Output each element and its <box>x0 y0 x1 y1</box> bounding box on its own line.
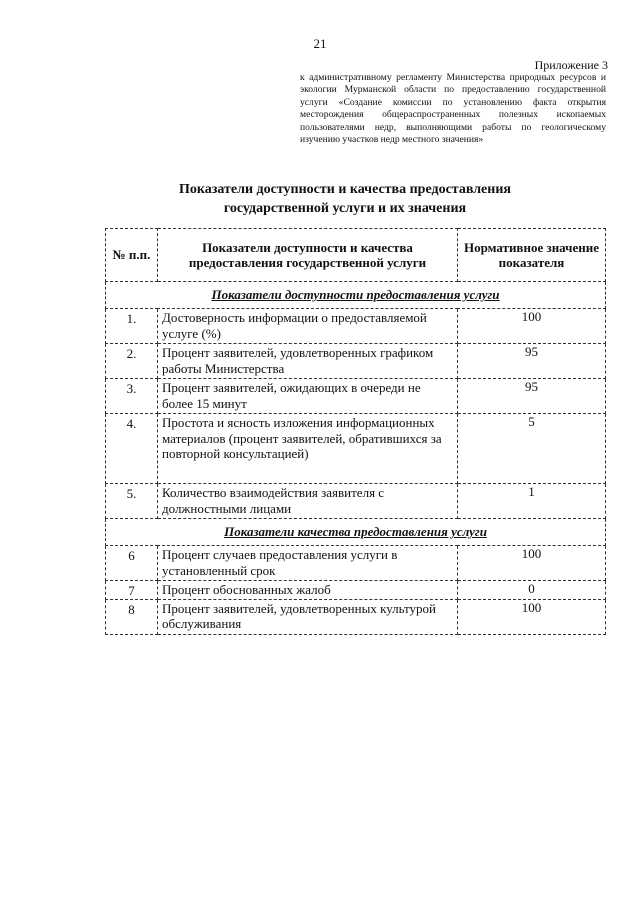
row-num: 2. <box>106 344 158 379</box>
header-value: Нормативное значение показателя <box>458 229 606 282</box>
row-value: 0 <box>458 581 606 600</box>
row-name: Количество взаимодействия заявителя с должностными лицами <box>158 484 458 519</box>
section-title: Показатели качества предоставления услуги <box>106 519 606 546</box>
table-row <box>106 379 606 414</box>
appendix-note: к административному регламенту Министерства природных ресурсов и экологии Мурманской области по предоставлению государственной услуги «Создание комиссии по установлению факта открытия месторождения общераспространенных полезных ископаемых пользователями недр, выполняющими работы по геологическому изучению участков недр местного значения» <box>300 72 606 146</box>
row-name: Процент заявителей, ожидающих в очереди не более 15 минут <box>158 379 458 414</box>
row-value: 95 <box>458 344 606 379</box>
table-row <box>106 599 606 634</box>
table-row <box>106 344 606 379</box>
page-number: 21 <box>313 36 327 51</box>
row-name: Процент случаев предоставления услуги в установленный срок <box>158 546 458 581</box>
row-value: 1 <box>458 484 606 519</box>
table-row <box>106 414 606 484</box>
row-value: 95 <box>458 379 606 414</box>
table-row <box>106 309 606 344</box>
section-row <box>106 519 606 546</box>
table-header-row <box>106 229 606 282</box>
row-name: Процент обоснованных жалоб <box>158 581 458 600</box>
row-name: Достоверность информации о предоставляемой услуге (%) <box>158 309 458 344</box>
row-num: 5. <box>106 484 158 519</box>
document-title <box>110 180 580 218</box>
row-value: 5 <box>458 414 606 484</box>
row-name: Процент заявителей, удовлетворенных культурой обслуживания <box>158 599 458 634</box>
row-num: 6 <box>106 546 158 581</box>
header-num: № п.п. <box>106 229 158 282</box>
row-num: 8 <box>106 599 158 634</box>
table-row <box>106 546 606 581</box>
header-name: Показатели доступности и качества предоставления государственной услуги <box>158 229 458 282</box>
row-name: Процент заявителей, удовлетворенных графиком работы Министерства <box>158 344 458 379</box>
row-name: Простота и ясность изложения информационных материалов (процент заявителей, обратившихся за повторной консультацией) <box>158 414 458 484</box>
table-row <box>106 484 606 519</box>
title-line-1: Показатели доступности и качества предоставления <box>179 182 511 197</box>
row-num: 7 <box>106 581 158 600</box>
row-value: 100 <box>458 309 606 344</box>
title-line-2: государственной услуги и их значения <box>223 201 467 216</box>
table-row <box>106 581 606 600</box>
row-value: 100 <box>458 546 606 581</box>
row-num: 3. <box>106 379 158 414</box>
row-value: 100 <box>458 599 606 634</box>
row-num: 4. <box>106 414 158 484</box>
indicators-table <box>105 228 606 635</box>
appendix-label: Приложение 3 <box>534 58 608 72</box>
row-num: 1. <box>106 309 158 344</box>
section-row <box>106 282 606 309</box>
section-title: Показатели доступности предоставления услуги <box>106 282 606 309</box>
